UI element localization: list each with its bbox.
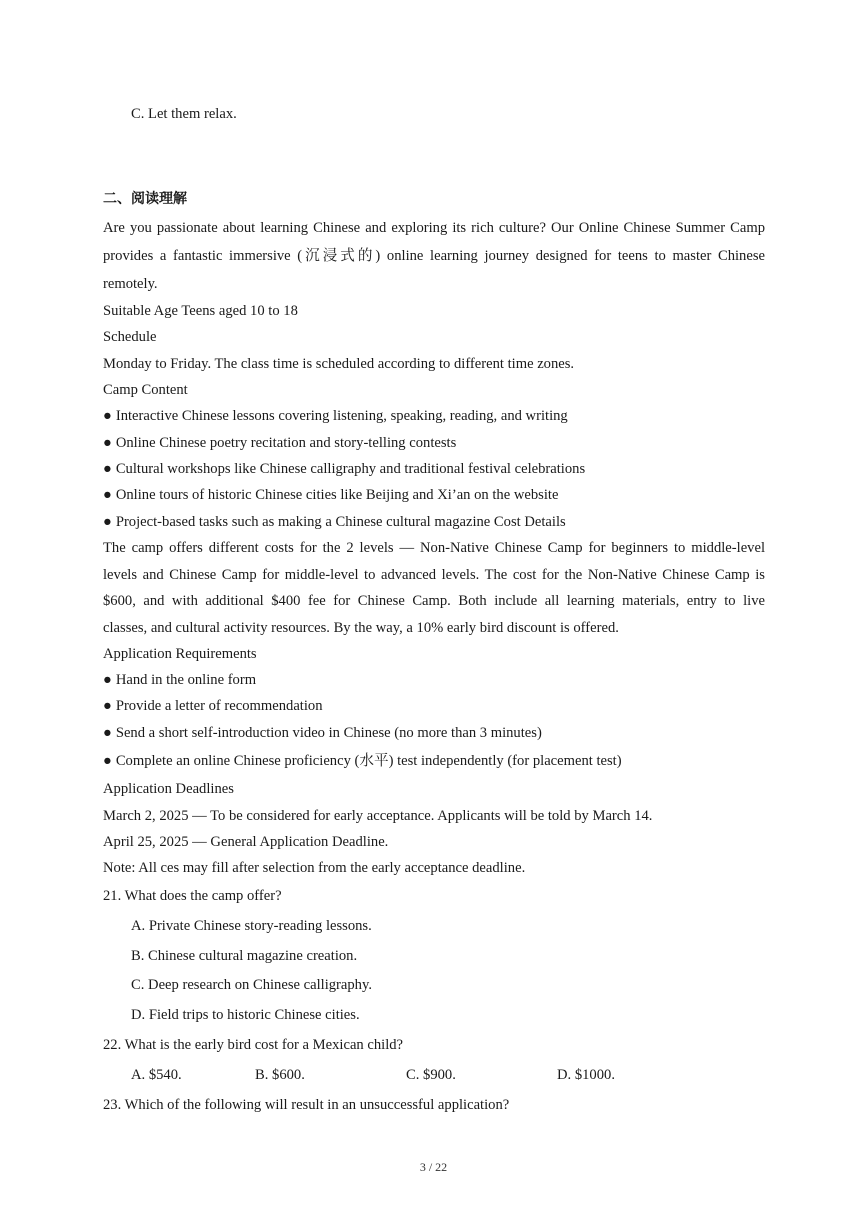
question-23-stem: 23. Which of the following will result in an unsuccessful application? bbox=[103, 1097, 510, 1113]
schedule-text: Monday to Friday. The class time is scheduled according to different time zones. bbox=[103, 356, 575, 372]
question-21-option-b: B. Chinese cultural magazine creation. bbox=[131, 948, 358, 964]
question-21-option-a: A. Private Chinese story-reading lessons. bbox=[131, 918, 372, 934]
suitable-age: Suitable Age Teens aged 10 to 18 bbox=[103, 303, 298, 319]
bullet-icon: ● bbox=[103, 435, 112, 451]
bullet-icon: ● bbox=[103, 725, 112, 741]
cost-line-3: $600, and with additional $400 fee for Chinese Camp. Both include all learning materials, entry to live bbox=[103, 593, 765, 609]
cost-line-1: The camp offers different costs for the 2 levels — Non-Native Chinese Camp for beginners to middle-level bbox=[103, 540, 765, 556]
bullet-icon: ● bbox=[103, 672, 112, 688]
question-21-stem: 21. What does the camp offer? bbox=[103, 888, 282, 904]
requirement-item: ● Provide a letter of recommendation bbox=[103, 698, 323, 714]
bullet-icon: ● bbox=[103, 514, 112, 530]
bullet-icon: ● bbox=[103, 461, 112, 477]
requirement-item: ● Send a short self-introduction video in Chinese (no more than 3 minutes) bbox=[103, 725, 542, 741]
deadline-note: Note: All ces may fill after selection from the early acceptance deadline. bbox=[103, 860, 526, 876]
deadlines-title: Application Deadlines bbox=[103, 781, 234, 797]
cost-line-2: levels and Chinese Camp for middle-level to advanced levels. The cost for the Non-Native Chinese Camp is bbox=[103, 567, 765, 583]
intro-line-1: Are you passionate about learning Chinese and exploring its rich culture? Our Online Chinese Summer Camp bbox=[103, 220, 765, 236]
prev-question-option-c: C. Let them relax. bbox=[131, 106, 237, 122]
content-item: ● Project-based tasks such as making a Chinese cultural magazine Cost Details bbox=[103, 514, 566, 530]
bullet-icon: ● bbox=[103, 753, 112, 769]
bullet-icon: ● bbox=[103, 698, 112, 714]
content-item: ● Online tours of historic Chinese cities like Beijing and Xi’an on the website bbox=[103, 487, 559, 503]
page-number: 3 / 22 bbox=[419, 1160, 448, 1174]
bullet-icon: ● bbox=[103, 487, 112, 503]
content-item: ● Cultural workshops like Chinese calligraphy and traditional festival celebrations bbox=[103, 461, 586, 477]
camp-content-title: Camp Content bbox=[103, 382, 188, 398]
question-21-option-c: C. Deep research on Chinese calligraphy. bbox=[131, 977, 372, 993]
question-22-option-a: A. $540. bbox=[131, 1067, 182, 1083]
question-21-option-d: D. Field trips to historic Chinese cities. bbox=[131, 1007, 360, 1023]
question-22-option-b: B. $600. bbox=[255, 1067, 305, 1083]
question-22-option-c: C. $900. bbox=[406, 1067, 456, 1083]
deadline-general: April 25, 2025 — General Application Deadline. bbox=[103, 834, 389, 850]
intro-line-3: remotely. bbox=[103, 276, 158, 292]
content-item: ● Interactive Chinese lessons covering listening, speaking, reading, and writing bbox=[103, 408, 568, 424]
cost-line-4: classes, and cultural activity resources. By the way, a 10% early bird discount is offered. bbox=[103, 620, 619, 636]
requirements-title: Application Requirements bbox=[103, 646, 257, 662]
content-item: ● Online Chinese poetry recitation and story-telling contests bbox=[103, 435, 457, 451]
schedule-title: Schedule bbox=[103, 329, 157, 345]
question-22-option-d: D. $1000. bbox=[557, 1067, 615, 1083]
intro-line-2: provides a fantastic immersive (沉浸式的) online learning journey designed for teens to master Chinese bbox=[103, 248, 765, 264]
bullet-icon: ● bbox=[103, 408, 112, 424]
deadline-early: March 2, 2025 — To be considered for early acceptance. Applicants will be told by March 14. bbox=[103, 808, 653, 824]
section-heading: 二、阅读理解 bbox=[103, 191, 187, 207]
question-22-stem: 22. What is the early bird cost for a Mexican child? bbox=[103, 1037, 404, 1053]
requirement-item: ● Hand in the online form bbox=[103, 672, 257, 688]
requirement-item: ● Complete an online Chinese proficiency (水平) test independently (for placement test) bbox=[103, 753, 622, 769]
